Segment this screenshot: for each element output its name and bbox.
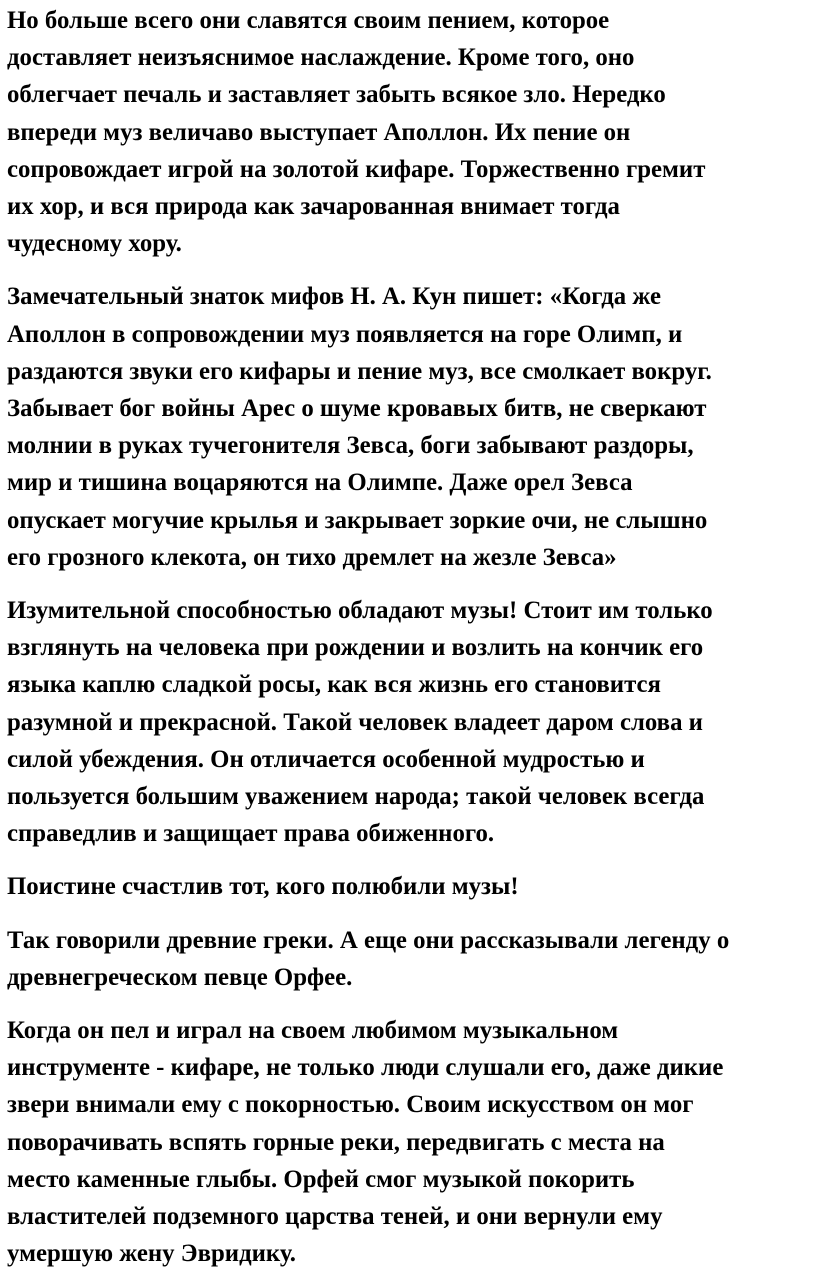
text-line: их хор, и вся природа как зачарованная внимает тогда bbox=[7, 193, 620, 221]
text-line: мир и тишина воцаряются на Олимпе. Даже орел Зевса bbox=[7, 469, 633, 497]
text-line: Так говорили древние греки. А еще они рассказывали легенду о bbox=[7, 926, 730, 954]
text-line: его грозного клекота, он тихо дремлет на жезле Зевса» bbox=[7, 543, 617, 571]
text-line: Изумительной способностью обладают музы! Стоит им только bbox=[7, 597, 713, 625]
text-line: опускает могучие крылья и закрывает зоркие очи, не слышно bbox=[7, 506, 708, 534]
text-line: молнии в руках тучегонителя Зевса, боги забывают раздоры, bbox=[7, 432, 694, 460]
text-line: языка каплю сладкой росы, как вся жизнь его становится bbox=[7, 671, 661, 699]
text-line: Но больше всего они славятся своим пением, которое bbox=[7, 7, 610, 34]
text-line: пользуется большим уважением народа; такой человек всегда bbox=[7, 783, 705, 811]
text-line: древнегреческом певце Орфее. bbox=[7, 963, 353, 991]
text-line: звери внимали ему с покорностью. Своим искусством он мог bbox=[7, 1091, 694, 1119]
paragraph-kun-quote bbox=[7, 278, 812, 576]
text-line: Аполлон в сопровождении муз появляется на горе Олимп, и bbox=[7, 320, 683, 348]
text-line: место каменные глыбы. Орфей смог музыкой покорить bbox=[7, 1165, 635, 1193]
text-line: сопровождает игрой на золотой кифаре. Торжественно гремит bbox=[7, 155, 706, 183]
text-line: доставляет неизъяснимое наслаждение. Кроме того, оно bbox=[7, 44, 635, 72]
paragraph-muses-singing bbox=[7, 2, 812, 262]
text-line: Забывает бог войны Арес о шуме кровавых битв, не сверкают bbox=[7, 395, 707, 423]
paragraph-orpheus-intro bbox=[7, 922, 812, 996]
text-line: справедлив и защищает права обиженного. bbox=[7, 820, 495, 848]
text-line: инструменте - кифаре, не только люди слушали его, даже дикие bbox=[7, 1054, 724, 1082]
text-line: раздаются звуки его кифары и пение муз, все смолкает вокруг. bbox=[7, 357, 712, 385]
text-line: впереди муз величаво выступает Аполлон. Их пение он bbox=[7, 118, 631, 146]
text-line: властителей подземного царства теней, и они вернули ему bbox=[7, 1203, 663, 1231]
text-line: умершую жену Эвридику. bbox=[7, 1240, 296, 1268]
paragraph-happy bbox=[7, 868, 812, 905]
text-line: взглянуть на человека при рождении и возлить на кончик его bbox=[7, 634, 704, 662]
text-line: облегчает печаль и заставляет забыть всякое зло. Нередко bbox=[7, 81, 666, 109]
text-line: разумной и прекрасной. Такой человек владеет даром слова и bbox=[7, 708, 703, 736]
text-line: Поистине счастлив тот, кого полюбили музы! bbox=[7, 873, 519, 901]
text-line: Замечательный знаток мифов Н. А. Кун пишет: «Когда же bbox=[7, 283, 662, 311]
text-line: поворачивать вспять горные реки, передвигать с места на bbox=[7, 1128, 665, 1156]
text-line: чудесному хору. bbox=[7, 230, 182, 258]
text-line: Когда он пел и играл на своем любимом музыкальном bbox=[7, 1017, 619, 1045]
text-line: силой убеждения. Он отличается особенной мудростью и bbox=[7, 745, 645, 773]
paragraph-muses-gift bbox=[7, 592, 812, 852]
paragraph-orpheus-story bbox=[7, 1012, 812, 1272]
